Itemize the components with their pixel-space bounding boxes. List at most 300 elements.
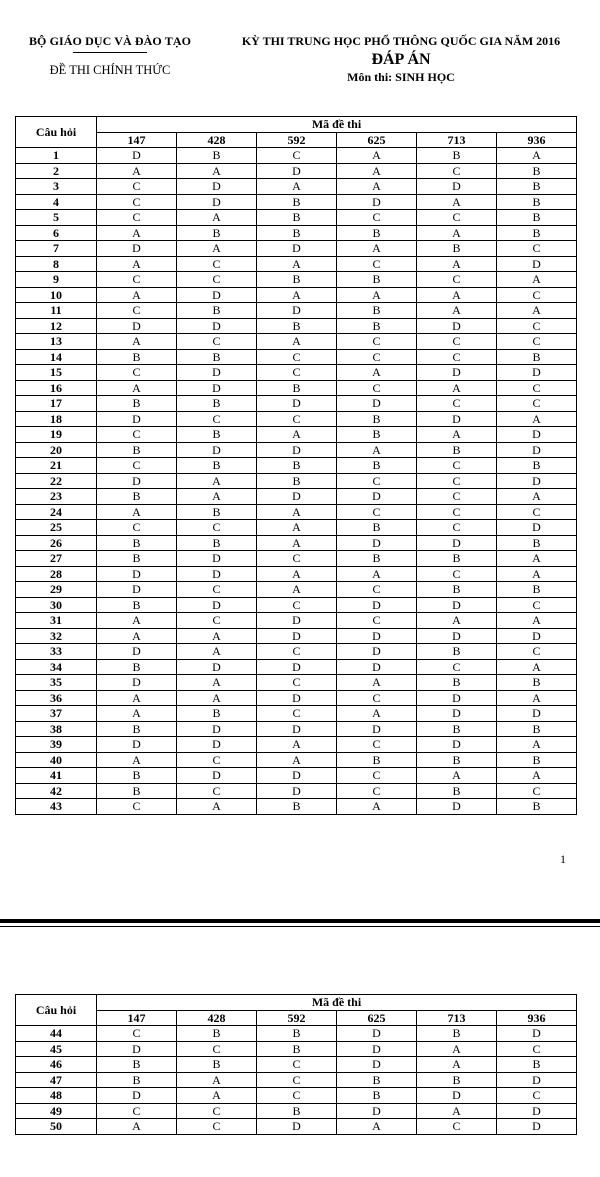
answer-cell: C xyxy=(497,396,577,412)
answer-cell: A xyxy=(337,799,417,815)
agency-name: BỘ GIÁO DỤC VÀ ĐÀO TẠO xyxy=(28,34,192,48)
table-row xyxy=(16,272,577,288)
table-row xyxy=(16,1103,577,1119)
answer-cell: C xyxy=(497,380,577,396)
table-row xyxy=(16,1026,577,1042)
answer-cell: B xyxy=(97,597,177,613)
code-header: 713 xyxy=(417,132,497,148)
answer-cell: A xyxy=(257,566,337,582)
answer-cell: A xyxy=(417,768,497,784)
question-number: 5 xyxy=(16,210,97,226)
answer-cell: C xyxy=(257,1057,337,1073)
answer-cell: B xyxy=(337,411,417,427)
answer-cell: D xyxy=(337,1057,417,1073)
answer-cell: A xyxy=(257,520,337,536)
answer-cell: A xyxy=(177,799,257,815)
answer-cell: A xyxy=(97,287,177,303)
answer-cell: A xyxy=(417,225,497,241)
question-number: 40 xyxy=(16,752,97,768)
answer-cell: C xyxy=(97,179,177,195)
answer-cell: A xyxy=(177,473,257,489)
answer-cell: B xyxy=(417,752,497,768)
question-number: 24 xyxy=(16,504,97,520)
answer-cell: B xyxy=(177,706,257,722)
answer-cell: A xyxy=(337,706,417,722)
answer-cell: C xyxy=(417,566,497,582)
answer-cell: B xyxy=(257,1026,337,1042)
answer-cell: D xyxy=(497,1119,577,1135)
answer-cell: B xyxy=(257,799,337,815)
answer-cell: B xyxy=(497,194,577,210)
answer-table-page-2 xyxy=(15,994,577,1135)
answer-cell: D xyxy=(97,318,177,334)
answer-cell: D xyxy=(497,473,577,489)
answer-cell: B xyxy=(97,535,177,551)
exam-code-header: Mã đề thi xyxy=(97,995,577,1011)
answer-cell: C xyxy=(417,473,497,489)
answer-cell: C xyxy=(337,349,417,365)
answer-cell: C xyxy=(337,473,417,489)
code-header: 625 xyxy=(337,132,417,148)
question-number: 4 xyxy=(16,194,97,210)
answer-cell: D xyxy=(337,489,417,505)
answer-cell: B xyxy=(177,303,257,319)
question-number: 19 xyxy=(16,427,97,443)
answer-cell: A xyxy=(177,163,257,179)
question-number: 9 xyxy=(16,272,97,288)
answer-cell: A xyxy=(497,768,577,784)
answer-cell: A xyxy=(177,628,257,644)
table-row xyxy=(16,210,577,226)
question-number: 31 xyxy=(16,613,97,629)
question-number: 15 xyxy=(16,365,97,381)
table-row xyxy=(16,737,577,753)
answer-cell: B xyxy=(97,1072,177,1088)
answer-cell: A xyxy=(417,303,497,319)
answer-cell: B xyxy=(337,520,417,536)
answer-cell: B xyxy=(497,582,577,598)
answer-cell: A xyxy=(257,179,337,195)
answer-cell: D xyxy=(497,1072,577,1088)
answer-cell: B xyxy=(497,458,577,474)
answer-cell: C xyxy=(257,675,337,691)
question-number: 39 xyxy=(16,737,97,753)
answer-cell: D xyxy=(417,597,497,613)
question-number: 17 xyxy=(16,396,97,412)
answer-cell: B xyxy=(337,1072,417,1088)
code-header: 592 xyxy=(257,1010,337,1026)
question-number: 32 xyxy=(16,628,97,644)
answer-cell: C xyxy=(177,783,257,799)
answer-cell: B xyxy=(497,225,577,241)
answer-cell: C xyxy=(417,504,497,520)
answer-cell: D xyxy=(177,194,257,210)
answer-cell: B xyxy=(337,303,417,319)
answer-cell: B xyxy=(177,427,257,443)
answer-cell: B xyxy=(97,768,177,784)
table-row xyxy=(16,1057,577,1073)
answer-cell: C xyxy=(497,783,577,799)
answer-cell: B xyxy=(417,148,497,164)
answer-cell: C xyxy=(417,489,497,505)
answer-cell: A xyxy=(97,163,177,179)
code-header: 428 xyxy=(177,132,257,148)
answer-cell: C xyxy=(97,520,177,536)
table-row xyxy=(16,241,577,257)
answer-cell: D xyxy=(337,721,417,737)
answer-cell: A xyxy=(497,411,577,427)
answer-cell: C xyxy=(497,287,577,303)
answer-cell: A xyxy=(417,380,497,396)
answer-cell: B xyxy=(417,644,497,660)
answer-cell: C xyxy=(257,597,337,613)
answer-cell: B xyxy=(97,721,177,737)
answer-cell: B xyxy=(257,1103,337,1119)
answer-cell: A xyxy=(337,675,417,691)
answer-cell: D xyxy=(497,628,577,644)
answer-cell: C xyxy=(257,1088,337,1104)
table-row xyxy=(16,287,577,303)
answer-cell: A xyxy=(97,690,177,706)
answer-cell: A xyxy=(497,303,577,319)
page-number: 1 xyxy=(560,852,566,866)
answer-cell: C xyxy=(417,349,497,365)
answer-cell: A xyxy=(417,1057,497,1073)
answer-cell: D xyxy=(257,659,337,675)
answer-cell: D xyxy=(257,303,337,319)
answer-cell: C xyxy=(417,659,497,675)
answer-cell: D xyxy=(177,721,257,737)
answer-cell: A xyxy=(97,613,177,629)
answer-cell: B xyxy=(337,225,417,241)
answer-cell: C xyxy=(177,411,257,427)
answer-cell: C xyxy=(257,1072,337,1088)
answer-cell: A xyxy=(177,241,257,257)
answer-cell: D xyxy=(497,706,577,722)
question-number: 14 xyxy=(16,349,97,365)
answer-cell: C xyxy=(257,411,337,427)
answer-cell: C xyxy=(497,334,577,350)
answer-cell: C xyxy=(97,427,177,443)
table-row xyxy=(16,442,577,458)
question-number: 20 xyxy=(16,442,97,458)
table-row xyxy=(16,690,577,706)
table-row xyxy=(16,566,577,582)
answer-cell: A xyxy=(97,752,177,768)
answer-cell: B xyxy=(257,210,337,226)
question-number: 29 xyxy=(16,582,97,598)
answer-cell: C xyxy=(337,256,417,272)
table-row xyxy=(16,349,577,365)
table-row xyxy=(16,303,577,319)
answer-cell: D xyxy=(337,1103,417,1119)
answer-cell: B xyxy=(417,721,497,737)
answer-cell: A xyxy=(257,256,337,272)
question-number: 6 xyxy=(16,225,97,241)
question-number: 47 xyxy=(16,1072,97,1088)
answer-cell: D xyxy=(497,1026,577,1042)
header-left xyxy=(20,34,200,78)
answer-cell: A xyxy=(97,504,177,520)
table-row xyxy=(16,473,577,489)
question-number: 49 xyxy=(16,1103,97,1119)
answer-cell: D xyxy=(337,659,417,675)
answer-cell: B xyxy=(417,551,497,567)
answer-cell: C xyxy=(257,706,337,722)
answer-cell: D xyxy=(257,163,337,179)
answer-cell: D xyxy=(97,411,177,427)
question-column-header: Câu hỏi xyxy=(16,117,97,148)
answer-cell: C xyxy=(337,504,417,520)
table-row xyxy=(16,225,577,241)
answer-cell: C xyxy=(97,1026,177,1042)
answer-cell: A xyxy=(257,287,337,303)
table-row xyxy=(16,1119,577,1135)
answer-cell: A xyxy=(417,613,497,629)
answer-cell: A xyxy=(177,489,257,505)
answer-cell: D xyxy=(177,287,257,303)
answer-cell: A xyxy=(497,659,577,675)
answer-cell: D xyxy=(97,473,177,489)
answer-cell: A xyxy=(497,737,577,753)
answer-cell: D xyxy=(417,318,497,334)
code-header: 147 xyxy=(97,132,177,148)
question-number: 30 xyxy=(16,597,97,613)
answer-cell: C xyxy=(337,613,417,629)
answer-cell: A xyxy=(337,566,417,582)
table-row xyxy=(16,179,577,195)
answer-cell: C xyxy=(337,690,417,706)
question-number: 22 xyxy=(16,473,97,489)
answer-cell: B xyxy=(257,194,337,210)
answer-cell: C xyxy=(177,613,257,629)
answer-cell: D xyxy=(417,411,497,427)
answer-cell: B xyxy=(337,1088,417,1104)
question-number: 13 xyxy=(16,334,97,350)
answer-cell: A xyxy=(497,690,577,706)
answer-cell: A xyxy=(97,334,177,350)
answer-cell: B xyxy=(337,752,417,768)
answer-cell: D xyxy=(97,582,177,598)
table-row xyxy=(16,644,577,660)
answer-cell: B xyxy=(257,458,337,474)
answer-cell: A xyxy=(177,1072,257,1088)
answer-cell: B xyxy=(177,504,257,520)
answer-cell: D xyxy=(97,644,177,660)
answer-cell: D xyxy=(97,1088,177,1104)
answer-cell: A xyxy=(337,241,417,257)
answer-cell: C xyxy=(417,396,497,412)
answer-cell: C xyxy=(257,365,337,381)
question-number: 23 xyxy=(16,489,97,505)
answer-cell: D xyxy=(257,613,337,629)
answer-cell: D xyxy=(177,179,257,195)
answer-cell: C xyxy=(177,520,257,536)
answer-cell: B xyxy=(417,783,497,799)
answer-cell: B xyxy=(497,1057,577,1073)
answer-cell: C xyxy=(417,163,497,179)
table-row xyxy=(16,520,577,536)
answer-cell: D xyxy=(97,241,177,257)
answer-cell: D xyxy=(417,799,497,815)
answer-cell: C xyxy=(417,1119,497,1135)
answer-cell: B xyxy=(97,659,177,675)
answer-cell: B xyxy=(337,458,417,474)
answer-cell: C xyxy=(257,551,337,567)
question-number: 1 xyxy=(16,148,97,164)
question-number: 18 xyxy=(16,411,97,427)
question-number: 45 xyxy=(16,1041,97,1057)
question-number: 8 xyxy=(16,256,97,272)
answer-cell: C xyxy=(177,1103,257,1119)
answer-cell: B xyxy=(97,783,177,799)
answer-cell: D xyxy=(337,628,417,644)
answer-cell: C xyxy=(97,458,177,474)
answer-cell: D xyxy=(417,628,497,644)
answer-cell: B xyxy=(497,535,577,551)
answer-cell: D xyxy=(257,442,337,458)
question-number: 7 xyxy=(16,241,97,257)
code-header: 625 xyxy=(337,1010,417,1026)
answer-cell: C xyxy=(97,799,177,815)
table-row xyxy=(16,783,577,799)
answer-cell: C xyxy=(497,644,577,660)
answer-cell: D xyxy=(257,783,337,799)
table-row xyxy=(16,318,577,334)
question-number: 2 xyxy=(16,163,97,179)
answer-cell: C xyxy=(497,597,577,613)
question-number: 48 xyxy=(16,1088,97,1104)
table-row xyxy=(16,1072,577,1088)
answer-cell: D xyxy=(177,365,257,381)
answer-cell: C xyxy=(177,1041,257,1057)
answer-cell: D xyxy=(497,1103,577,1119)
answer-cell: B xyxy=(497,210,577,226)
answer-cell: A xyxy=(417,1103,497,1119)
answer-cell: A xyxy=(417,1041,497,1057)
answer-cell: D xyxy=(97,675,177,691)
answer-cell: C xyxy=(177,334,257,350)
question-number: 41 xyxy=(16,768,97,784)
table-row xyxy=(16,504,577,520)
answer-cell: D xyxy=(337,597,417,613)
answer-cell: A xyxy=(497,272,577,288)
answer-cell: D xyxy=(417,737,497,753)
answer-cell: D xyxy=(417,179,497,195)
answer-cell: D xyxy=(337,1041,417,1057)
table-row xyxy=(16,256,577,272)
question-number: 12 xyxy=(16,318,97,334)
answer-cell: B xyxy=(177,349,257,365)
answer-cell: A xyxy=(337,287,417,303)
code-header: 936 xyxy=(497,132,577,148)
answer-cell: B xyxy=(497,179,577,195)
answer-cell: A xyxy=(257,504,337,520)
answer-cell: A xyxy=(337,179,417,195)
header-right xyxy=(208,34,594,85)
answer-cell: D xyxy=(497,520,577,536)
answer-cell: B xyxy=(257,473,337,489)
table-row xyxy=(16,799,577,815)
answer-cell: B xyxy=(177,458,257,474)
answer-cell: A xyxy=(337,365,417,381)
answer-cell: A xyxy=(257,582,337,598)
answer-cell: C xyxy=(497,318,577,334)
answer-cell: A xyxy=(497,613,577,629)
question-number: 33 xyxy=(16,644,97,660)
answer-cell: B xyxy=(417,1026,497,1042)
answer-cell: D xyxy=(497,427,577,443)
table-row xyxy=(16,659,577,675)
answer-cell: B xyxy=(177,225,257,241)
answer-cell: A xyxy=(97,628,177,644)
answer-cell: D xyxy=(337,644,417,660)
answer-cell: D xyxy=(417,365,497,381)
answer-cell: A xyxy=(337,163,417,179)
answer-cell: A xyxy=(337,1119,417,1135)
answer-cell: B xyxy=(97,551,177,567)
table-row xyxy=(16,396,577,412)
answer-cell: D xyxy=(97,1041,177,1057)
answer-cell: D xyxy=(257,396,337,412)
answer-cell: D xyxy=(257,721,337,737)
answer-cell: C xyxy=(177,256,257,272)
answer-cell: A xyxy=(417,256,497,272)
answer-cell: A xyxy=(177,690,257,706)
table-row xyxy=(16,582,577,598)
answer-cell: A xyxy=(497,566,577,582)
answer-cell: B xyxy=(497,799,577,815)
table-row xyxy=(16,411,577,427)
answer-cell: C xyxy=(417,520,497,536)
question-number: 43 xyxy=(16,799,97,815)
agency-underline xyxy=(73,52,147,53)
answer-cell: A xyxy=(497,489,577,505)
answer-cell: C xyxy=(257,349,337,365)
question-number: 34 xyxy=(16,659,97,675)
table-row xyxy=(16,458,577,474)
answer-cell: A xyxy=(417,287,497,303)
answer-cell: D xyxy=(177,566,257,582)
question-number: 27 xyxy=(16,551,97,567)
table-row xyxy=(16,535,577,551)
answer-cell: D xyxy=(97,566,177,582)
answer-cell: D xyxy=(257,628,337,644)
table-row xyxy=(16,721,577,737)
answer-cell: A xyxy=(257,752,337,768)
answer-cell: A xyxy=(417,427,497,443)
answer-cell: C xyxy=(337,334,417,350)
question-number: 46 xyxy=(16,1057,97,1073)
answer-cell: D xyxy=(497,442,577,458)
table-row xyxy=(16,1088,577,1104)
page-separator-thick xyxy=(0,919,600,923)
answer-cell: A xyxy=(97,256,177,272)
answer-cell: B xyxy=(257,380,337,396)
question-number: 11 xyxy=(16,303,97,319)
question-number: 21 xyxy=(16,458,97,474)
table-row xyxy=(16,365,577,381)
question-number: 28 xyxy=(16,566,97,582)
answer-cell: A xyxy=(97,225,177,241)
answer-cell: C xyxy=(97,210,177,226)
answer-cell: D xyxy=(177,380,257,396)
answer-cell: D xyxy=(177,768,257,784)
answer-cell: C xyxy=(337,737,417,753)
answer-cell: B xyxy=(97,396,177,412)
answer-cell: B xyxy=(497,752,577,768)
answer-cell: A xyxy=(177,210,257,226)
